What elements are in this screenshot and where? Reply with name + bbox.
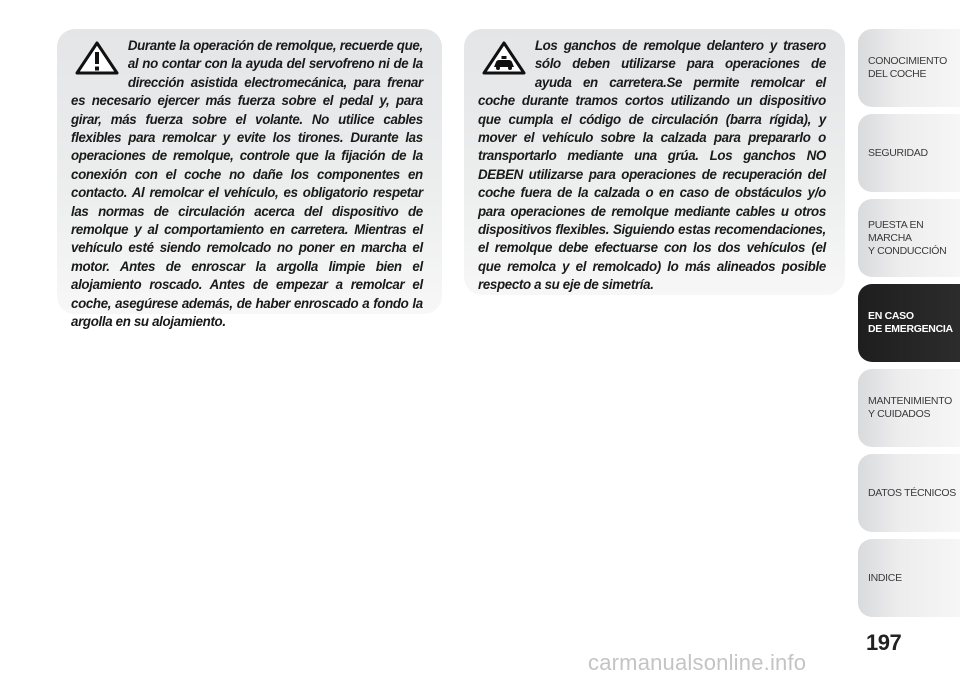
- chapter-sidebar: [858, 29, 960, 624]
- tab-en-caso-de-emergencia[interactable]: EN CASO DE EMERGENCIA: [858, 284, 960, 362]
- warning-box-towing: [57, 29, 442, 330]
- tab-conocimiento-del-coche[interactable]: CONOCIMIENTO DEL COCHE: [858, 29, 960, 107]
- tab-seguridad[interactable]: SEGURIDAD: [858, 114, 960, 192]
- watermark-text: carmanualsonline.info: [588, 650, 807, 675]
- warning-text: Durante la operación de remolque, recuerde que, al no contar con la ayuda del servofreno ni de la dirección asistida electromecánica, para frenar es necesario ejercer más fuerza sobre el pedal y, para girar, más fuerza sobre el volante. No utilice cables flexibles para remolcar y evite los tirones. Durante las operaciones de remolque, controle que la fijación de la conexión con el coche no dañe los componentes en contacto. Al remolcar el vehículo, es obligatorio respetar las normas de circulación acerca del dispositivo de remolque y al comportamiento en carretera. Mientras el vehículo esté siendo remolcado no poner en marcha el motor. Antes de enroscar la argolla limpie bien el alojamiento roscado. Antes de empezar a remolcar el coche, asegúrese además, de haber enroscado a fondo la argolla en su alojamiento.: [71, 38, 423, 330]
- page-number: 197: [866, 630, 902, 655]
- warning-box-tow-hooks: [464, 29, 845, 295]
- warning-text: Los ganchos de remolque delantero y trasero sólo deben utilizarse para operaciones de ayuda en carretera.Se permite remolcar el coche durante tramos cortos utilizando un dispositivo que cumpla el código de circulación (barra rígida), y mover el vehículo sobre la calzada para prepararlo o transportarlo mediante una grúa. Los ganchos NO DEBEN utilizarse para operaciones de recuperación del coche fuera de la calzada o en caso de obstáculos y/o para operaciones de remolque mediante cables u otros dispositivos flexibles. Siguiendo estas recomendaciones, el remolque debe efectuarse con los dos vehículos (el que remolca y el remolcado) lo más alineados posible respecto a su eje de simetría.: [478, 38, 826, 293]
- tab-puesta-en-marcha[interactable]: PUESTA EN MARCHA Y CONDUCCIÓN: [858, 199, 960, 277]
- tab-indice[interactable]: INDICE: [858, 539, 960, 617]
- tab-mantenimiento[interactable]: MANTENIMIENTO Y CUIDADOS: [858, 369, 960, 447]
- tab-datos-tecnicos[interactable]: DATOS TÉCNICOS: [858, 454, 960, 532]
